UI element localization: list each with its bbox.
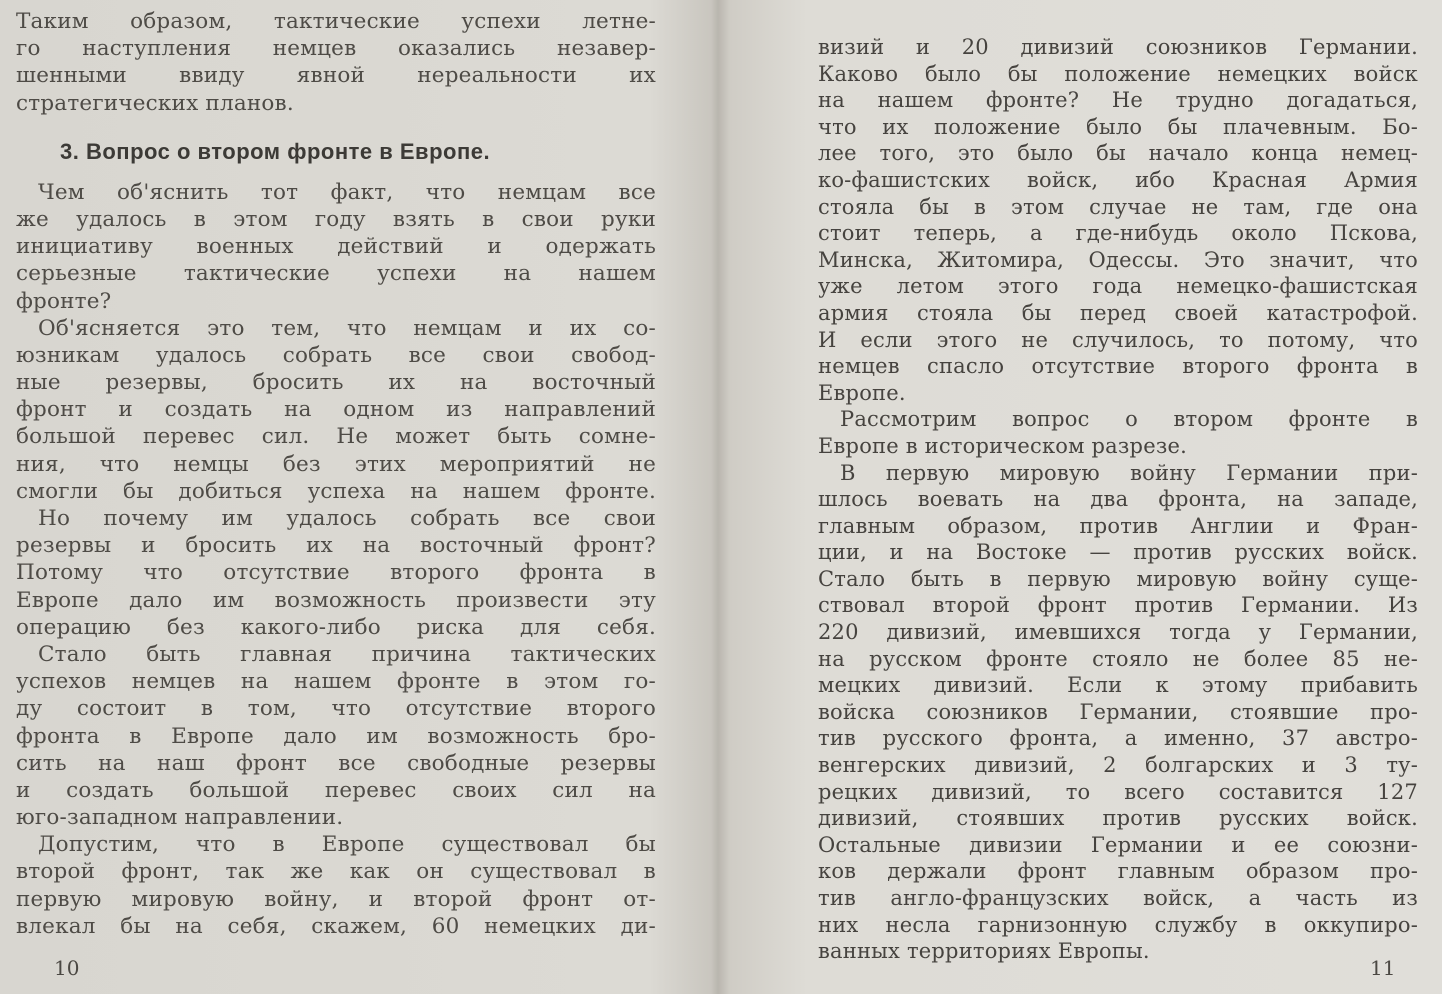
- text-line: ко-фашистских войск, ибо Красная Армия: [818, 167, 1418, 192]
- text-line: фронта в Европе дало им возможность бро-: [16, 723, 656, 749]
- text-line: Европе дало им возможность произвести эту: [16, 587, 656, 613]
- text-line: визий и 20 дивизий союзников Германии.: [818, 35, 1418, 59]
- text-line: ванных территориях Европы.: [818, 939, 1150, 964]
- text-line: юго-западном направлении.: [16, 805, 344, 831]
- text-line: Европе.: [818, 380, 906, 405]
- text-line: Стало быть главная причина тактических: [38, 641, 656, 667]
- text-line: шлось воевать на два фронта, на западе,: [818, 487, 1418, 512]
- text-line: Остальные дивизии Германии и ее союзни-: [818, 832, 1418, 857]
- text-line: Стало быть в первую мировую войну суще-: [818, 566, 1418, 591]
- text-line: немцев спасло отсутствие второго фронта в: [818, 354, 1418, 379]
- text-line: сить на наш фронт все свободные резервы: [16, 750, 656, 776]
- text-line: тив англо-французских войск, а часть из: [818, 886, 1418, 910]
- text-line: второй фронт, так же как он существовал в: [16, 859, 656, 885]
- page-number: 11: [1370, 956, 1396, 980]
- text-line: Минска, Житомира, Одессы. Это значит, что: [818, 247, 1418, 272]
- text-line: И если этого не случилось, то потому, что: [818, 327, 1418, 352]
- text-line: уже летом этого года немецко-фашистская: [818, 274, 1418, 299]
- text-line: Об'ясняется это тем, что немцам и их со-: [38, 315, 656, 341]
- text-line: главным образом, против Англии и Фран-: [818, 513, 1418, 538]
- text-line: на русском фронте стояло не более 85 не-: [818, 646, 1418, 671]
- page-number: 10: [54, 956, 80, 980]
- text-line: тив русского фронта, а именно, 37 австро-: [818, 726, 1418, 751]
- text-line: Таким образом, тактические успехи летне-: [16, 9, 656, 34]
- text-line: стояла бы в этом случае не там, где она: [818, 194, 1418, 219]
- text-line: операцию без какого-либо риска для себя.: [16, 614, 656, 640]
- text-line: Рассмотрим вопрос о втором фронте в: [840, 407, 1418, 432]
- text-line: ния, что немцы без этих мероприятий не: [16, 451, 656, 477]
- text-line: серьезные тактические успехи на нашем: [16, 261, 656, 287]
- text-line: ков держали фронт главным образом про-: [818, 859, 1418, 884]
- text-line: лее того, это было бы начало конца немец-: [818, 141, 1418, 166]
- text-line: Допустим, что в Европе существовал бы: [38, 832, 656, 858]
- text-line: ные резервы, бросить их на восточный: [16, 370, 656, 396]
- text-line: 220 дивизий, имевшихся тогда у Германии,: [818, 620, 1418, 645]
- text-line: мецких дивизий. Если к этому прибавить: [818, 673, 1418, 698]
- text-line: Каково было бы положение немецких войск: [818, 61, 1418, 86]
- text-line: первую мировую войну, и второй фронт от-: [16, 886, 656, 912]
- text-line: инициативу военных действий и одержать: [16, 234, 656, 260]
- text-line: фронт и создать на одном из направлений: [16, 397, 656, 423]
- text-line: венгерских дивизий, 2 болгарских и 3 ту-: [818, 753, 1418, 778]
- text-line: юзникам удалось собрать все свои свобод-: [16, 342, 656, 368]
- text-line: Европе в историческом разрезе.: [818, 433, 1187, 458]
- text-line: В первую мировую войну Германии при-: [840, 460, 1418, 485]
- right-page: [722, 0, 1442, 994]
- text-line: ду состоит в том, что отсутствие второго: [16, 696, 656, 722]
- text-line: рецких дивизий, то всего составится 127: [818, 779, 1418, 804]
- text-line: фронте?: [16, 288, 112, 314]
- text-line: них несла гарнизонную службу в оккупиро-: [818, 912, 1418, 937]
- text-line: ствовал второй фронт против Германии. Из: [818, 593, 1418, 618]
- text-line: на нашем фронте? Не трудно догадаться,: [818, 88, 1418, 113]
- text-line: ции, и на Востоке — против русских войск.: [818, 540, 1418, 565]
- text-line: успехов немцев на нашем фронте в этом го-: [16, 669, 656, 695]
- text-line: смогли бы добиться успеха на нашем фронте.: [16, 478, 656, 504]
- text-line: Потому что отсутствие второго фронта в: [16, 560, 656, 586]
- text-line: и создать большой перевес своих сил на: [16, 777, 656, 803]
- text-line: большой перевес сил. Не может быть сомне-: [16, 424, 656, 450]
- text-line: шенными ввиду явной нереальности их: [16, 63, 656, 89]
- right-page-text: [818, 34, 1418, 965]
- text-line: дивизий, стоявших против русских войск.: [818, 806, 1418, 831]
- text-line: же удалось в этом году взять в свои руки: [16, 206, 656, 232]
- text-line: Но почему им удалось собрать все свои: [38, 506, 656, 531]
- text-line: стратегических планов.: [16, 90, 294, 116]
- section-heading: 3. Вопрос о втором фронте в Европе.: [60, 138, 491, 164]
- text-line: стоит теперь, а где-нибудь около Пскова,: [818, 221, 1418, 246]
- text-line: что их положение было бы плачевным. Бо-: [818, 114, 1418, 139]
- left-page-text: [16, 8, 656, 940]
- text-line: войска союзников Германии, стоявшие про-: [818, 699, 1418, 724]
- left-page: [0, 0, 716, 994]
- text-line: го наступления немцев оказались незавер-: [16, 36, 656, 62]
- text-line: Чем об'яснить тот факт, что немцам все: [38, 179, 656, 205]
- text-line: влекал бы на себя, скажем, 60 немецких ди-: [16, 913, 656, 939]
- text-line: армия стояла бы перед своей катастрофой.: [818, 300, 1418, 325]
- text-line: резервы и бросить их на восточный фронт?: [16, 533, 656, 559]
